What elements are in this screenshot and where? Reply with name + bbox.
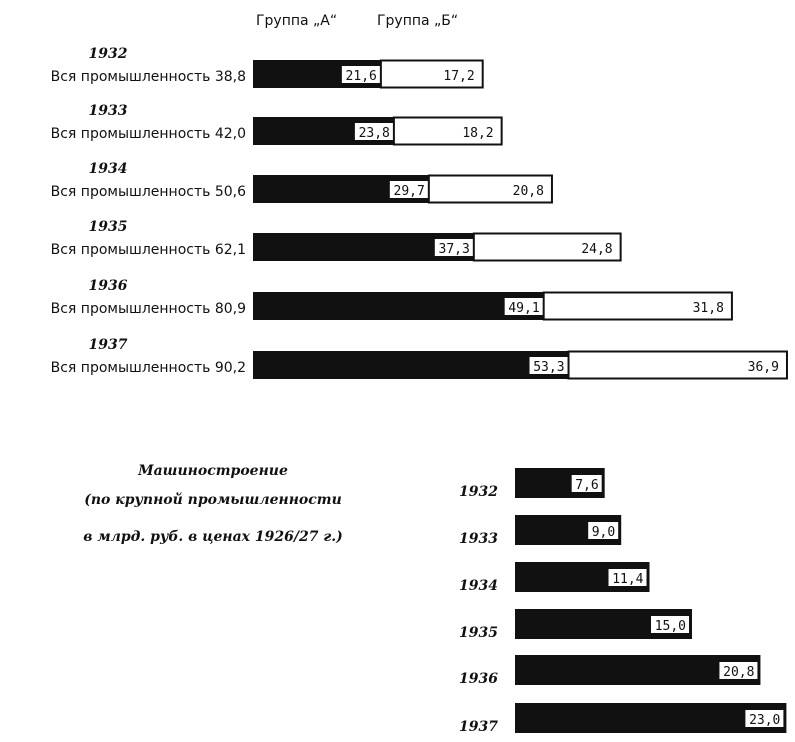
group-a-value-label: 21,6 xyxy=(345,69,377,84)
group-b-value-label: 36,9 xyxy=(747,360,779,375)
group-a-value-label: 37,3 xyxy=(438,242,470,257)
machinebuilding-bar-chart xyxy=(459,468,786,735)
machinebuilding-value-label: 23,0 xyxy=(749,713,781,728)
machinebuilding-caption xyxy=(83,463,342,545)
machinebuilding-year-label: 1932 xyxy=(459,484,498,500)
machinebuilding-year-label: 1933 xyxy=(459,531,498,547)
machinebuilding-year-label: 1937 xyxy=(459,719,498,735)
row-total-label: Вся промышленность 62,1 xyxy=(50,242,246,258)
group-b-value-label: 17,2 xyxy=(443,69,475,84)
group-b-value-label: 24,8 xyxy=(581,242,613,257)
machinebuilding-value-label: 15,0 xyxy=(654,619,686,634)
group-b-value-label: 18,2 xyxy=(462,126,494,141)
legend-group-a: Группа „А“ xyxy=(256,13,338,29)
year-label: 1935 xyxy=(88,219,128,235)
group-a-value-label: 29,7 xyxy=(393,184,425,199)
machinebuilding-value-label: 9,0 xyxy=(591,525,616,540)
group-a-value-label: 23,8 xyxy=(358,126,390,141)
bar-group-a xyxy=(253,292,544,320)
year-label: 1936 xyxy=(88,278,128,294)
group-a-value-label: 53,3 xyxy=(533,360,565,375)
machinebuilding-year-label: 1935 xyxy=(459,625,498,641)
group-a-value-label: 49,1 xyxy=(508,301,540,316)
group-b-value-label: 20,8 xyxy=(512,184,544,199)
year-label: 1933 xyxy=(88,103,128,119)
row-total-label: Вся промышленность 50,6 xyxy=(50,184,246,200)
row-total-label: Вся промышленность 90,2 xyxy=(50,360,246,376)
industry-stacked-bar-chart xyxy=(51,46,787,379)
legend-group-b: Группа „Б“ xyxy=(377,13,459,29)
machinebuilding-year-label: 1936 xyxy=(459,671,498,687)
machinebuilding-value-label: 7,6 xyxy=(575,478,599,493)
row-total-label: Вся промышленность 80,9 xyxy=(50,301,246,317)
machinebuilding-value-label: 11,4 xyxy=(612,572,644,587)
row-total-label: Вся промышленность 42,0 xyxy=(50,126,246,142)
year-label: 1932 xyxy=(88,46,128,62)
caption-title: Машиностроение xyxy=(138,463,288,479)
bar-group-a xyxy=(253,351,569,379)
machinebuilding-year-label: 1934 xyxy=(459,578,498,594)
year-label: 1937 xyxy=(88,337,128,353)
legend xyxy=(256,13,458,29)
machinebuilding-value-label: 20,8 xyxy=(723,665,755,680)
caption-line-1: (по крупной промышленности xyxy=(84,492,342,508)
row-total-label: Вся промышленность 38,8 xyxy=(50,69,246,85)
group-b-value-label: 31,8 xyxy=(692,301,724,316)
caption-line-2: в млрд. руб. в ценах 1926/27 г.) xyxy=(83,529,343,545)
year-label: 1934 xyxy=(88,161,128,177)
